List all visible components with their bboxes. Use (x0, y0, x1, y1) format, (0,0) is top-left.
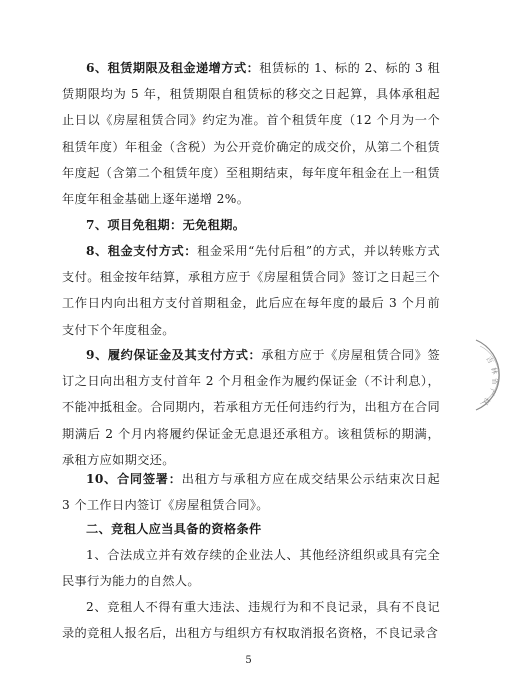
clause-7 (62, 212, 440, 238)
svg-text:林: 林 (489, 366, 499, 376)
condition-2: 2、竞租人不得有重大违法、违规行为和不良记录，具有不良记录的竞租人报名后，出租方与组织方有权取消报名资格，不良记录含 (62, 600, 440, 641)
clause-8 (62, 238, 440, 343)
clause-6 (62, 55, 440, 212)
clause-9 (62, 342, 440, 473)
clause-8-lead: 8、租金支付方式： (86, 244, 198, 258)
clause-10 (62, 466, 440, 518)
clause-9-lead: 9、履约保证金及其支付方式： (86, 348, 262, 362)
svg-text:省: 省 (491, 378, 499, 385)
clause-6-lead: 6、租赁期限及租金递增方式： (86, 61, 260, 75)
clause-8-body: 租金采用“先付后租”的方式，并以转账方式支付。租金按年结算，承租方应于《房屋租赁合同》签订之日起三个工作日内向出租方支付首期租金，此后应在每年度的最后 3 个月前支付下个年度租金。 (62, 244, 440, 337)
condition-1: 1、合法成立并有效存续的企业法人、其他经济组织或具有完全民事行为能力的自然人。 (62, 548, 440, 589)
clause-10-body: 出租方与承租方应在成交结果公示结束次日起 3 个工作日内签订《房屋租赁合同》。 (62, 472, 441, 513)
svg-text:吉: 吉 (484, 355, 495, 366)
clause-7-lead: 7、项目免租期：无免租期。 (86, 218, 246, 232)
page-number: 5 (245, 655, 252, 666)
clause-10-lead: 10、合同签署： (86, 472, 182, 486)
clause-9-body: 承租方应于《房屋租赁合同》签订之日向出租方支付首年 2 个月租金作为履约保证金（不计利息），不能冲抵租金。合同期内，若承租方无任何违约行为，出租方在合同期满后 2 个月内将履约保证金无息退还承租方。该租赁标的期满，承租方应如期交还。 (62, 348, 440, 467)
svg-text:产: 产 (487, 387, 497, 397)
svg-text:权: 权 (480, 396, 492, 407)
seal-stamp-icon (474, 338, 520, 412)
clause-6-body: 租赁标的 1、标的 2、标的 3 租赁期限均为 5 年，租赁期限自租赁标的移交之日起算，具体承租起止日以《房屋租赁合同》约定为准。首个租赁年度（12 个月为一个租赁年度）年租金（含税）为公开竞价确定的成交价，从第二个租赁年度起（含第二个租赁年度）至租期结束，每年度年租金在上一租赁年度年租金基础上逐年递增 2%。 (62, 61, 440, 207)
section-heading: 二、竞租人应当具备的资格条件 (86, 522, 262, 536)
